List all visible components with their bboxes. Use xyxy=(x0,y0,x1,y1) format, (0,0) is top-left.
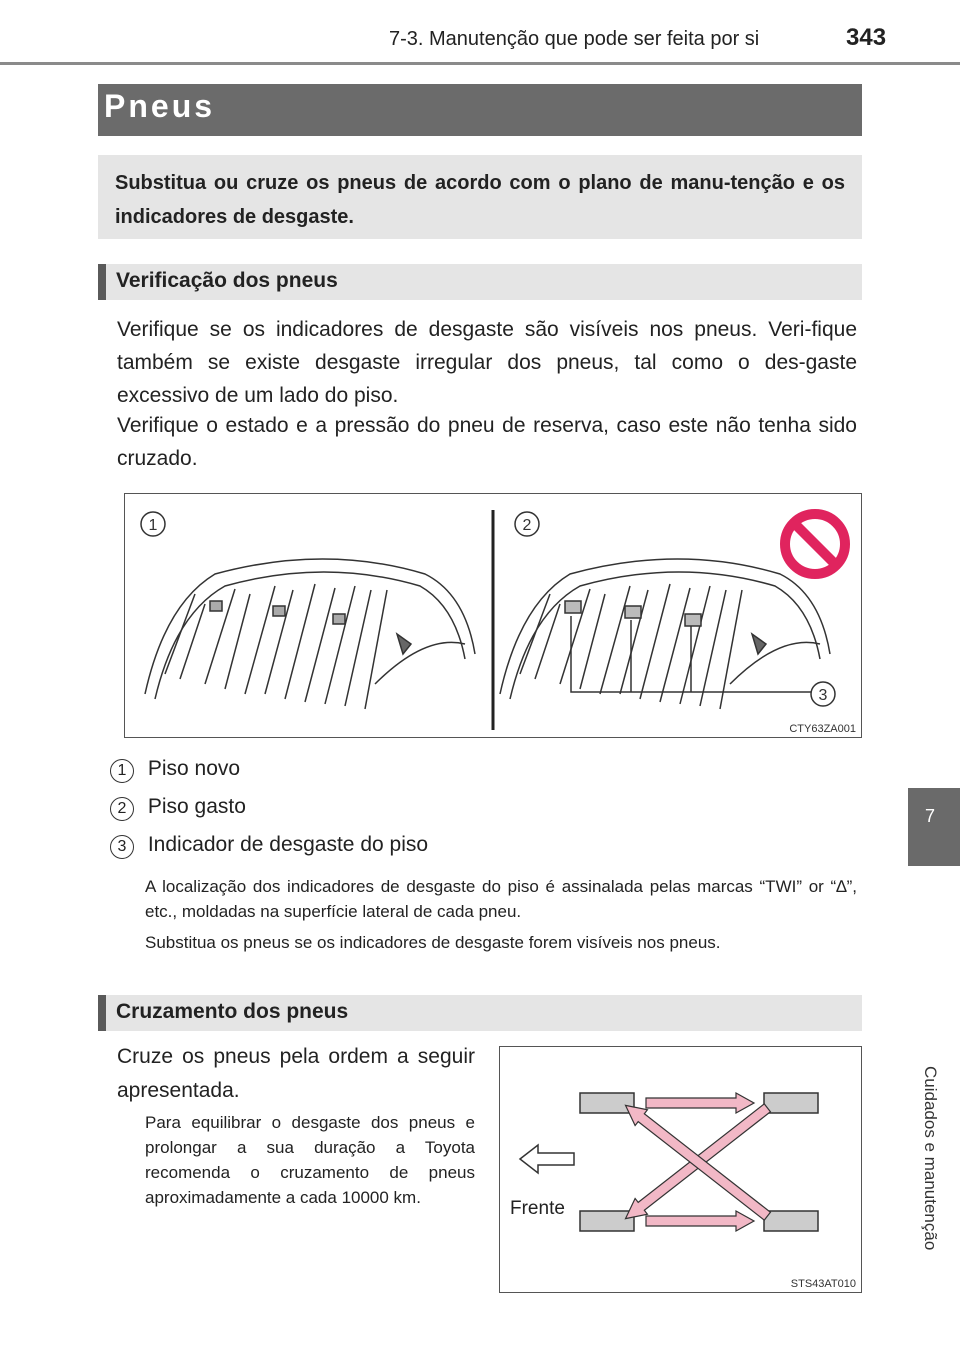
prohibition-icon xyxy=(785,514,845,574)
section-heading-verificacao: Verificação dos pneus xyxy=(116,269,338,292)
figure-code: CTY63ZA001 xyxy=(789,723,856,735)
arrow-rear-left-to-right-icon xyxy=(646,1211,754,1231)
paragraph-check-spare: Verifique o estado e a pressão do pneu de reserva, caso este não tenha sido cruzado. xyxy=(117,414,857,470)
chapter-tab xyxy=(908,788,960,866)
note-wear-indicator-location: A localização dos indicadores de desgaste do piso é assinalada pelas marcas “TWI” or “∆”, etc., moldadas na superfície lateral de cada pneu. xyxy=(145,877,857,921)
callout-1: 1 xyxy=(148,517,158,534)
new-tire-icon xyxy=(145,559,475,709)
front-direction-arrow-icon xyxy=(520,1145,574,1173)
front-left-tire-icon xyxy=(580,1093,634,1113)
figure-code: STS43AT010 xyxy=(790,1278,856,1290)
rear-left-tire-icon xyxy=(580,1211,634,1231)
rotation-diagram xyxy=(500,1047,861,1292)
arrow-front-left-to-right-icon xyxy=(646,1093,754,1113)
section-heading-marker xyxy=(98,264,106,300)
front-right-tire-icon xyxy=(764,1093,818,1113)
legend-item-3 xyxy=(110,833,428,859)
legend-item-1 xyxy=(110,757,240,783)
rear-right-tire-icon xyxy=(764,1211,818,1231)
tire-wear-figure xyxy=(124,493,862,738)
paragraph-check-wear: Verifique se os indicadores de desgaste são visíveis nos pneus. Veri-fique também se existe desgaste irregular dos pneus, tal como o des-gaste excessivo de um lado do piso. xyxy=(117,318,857,407)
legend-number: 1 xyxy=(110,759,134,783)
chapter-label: Cuidados e manutenção xyxy=(921,1066,940,1251)
page-title: Pneus xyxy=(104,88,216,124)
section-heading-cruzamento: Cruzamento dos pneus xyxy=(116,1000,349,1023)
legend-text: Piso novo xyxy=(147,757,241,780)
header-rule xyxy=(0,62,960,65)
callout-3: 3 xyxy=(818,687,828,704)
rotation-figure xyxy=(499,1046,862,1293)
tire-wear-illustration xyxy=(125,494,861,737)
legend-number: 3 xyxy=(110,835,134,859)
intro-text: Substitua ou cruze os pneus de acordo com o plano de manu-tenção e os indicadores de desgaste. xyxy=(115,172,845,228)
callout-2: 2 xyxy=(522,517,532,534)
legend-text: Piso gasto xyxy=(147,795,246,818)
running-header: 7-3. Manutenção que pode ser feita por si xyxy=(389,28,760,50)
legend-text: Indicador de desgaste do piso xyxy=(147,833,429,856)
note-rotation-interval: Para equilibrar o desgaste dos pneus e prolongar a sua duração a Toyota recomenda o cruzamento de pneus aproximadamente a cada 10000 km. xyxy=(145,1113,475,1207)
note-replace-tires: Substitua os pneus se os indicadores de desgaste forem visíveis nos pneus. xyxy=(145,933,721,952)
page-number: 343 xyxy=(846,24,887,51)
chapter-number: 7 xyxy=(924,806,935,826)
legend-number: 2 xyxy=(110,797,134,821)
section-heading-marker xyxy=(98,995,106,1031)
front-label: Frente xyxy=(510,1198,565,1219)
legend-item-2 xyxy=(110,795,246,821)
worn-tire-icon xyxy=(500,559,830,709)
paragraph-rotation-order: Cruze os pneus pela ordem a seguir apresentada. xyxy=(117,1045,475,1102)
